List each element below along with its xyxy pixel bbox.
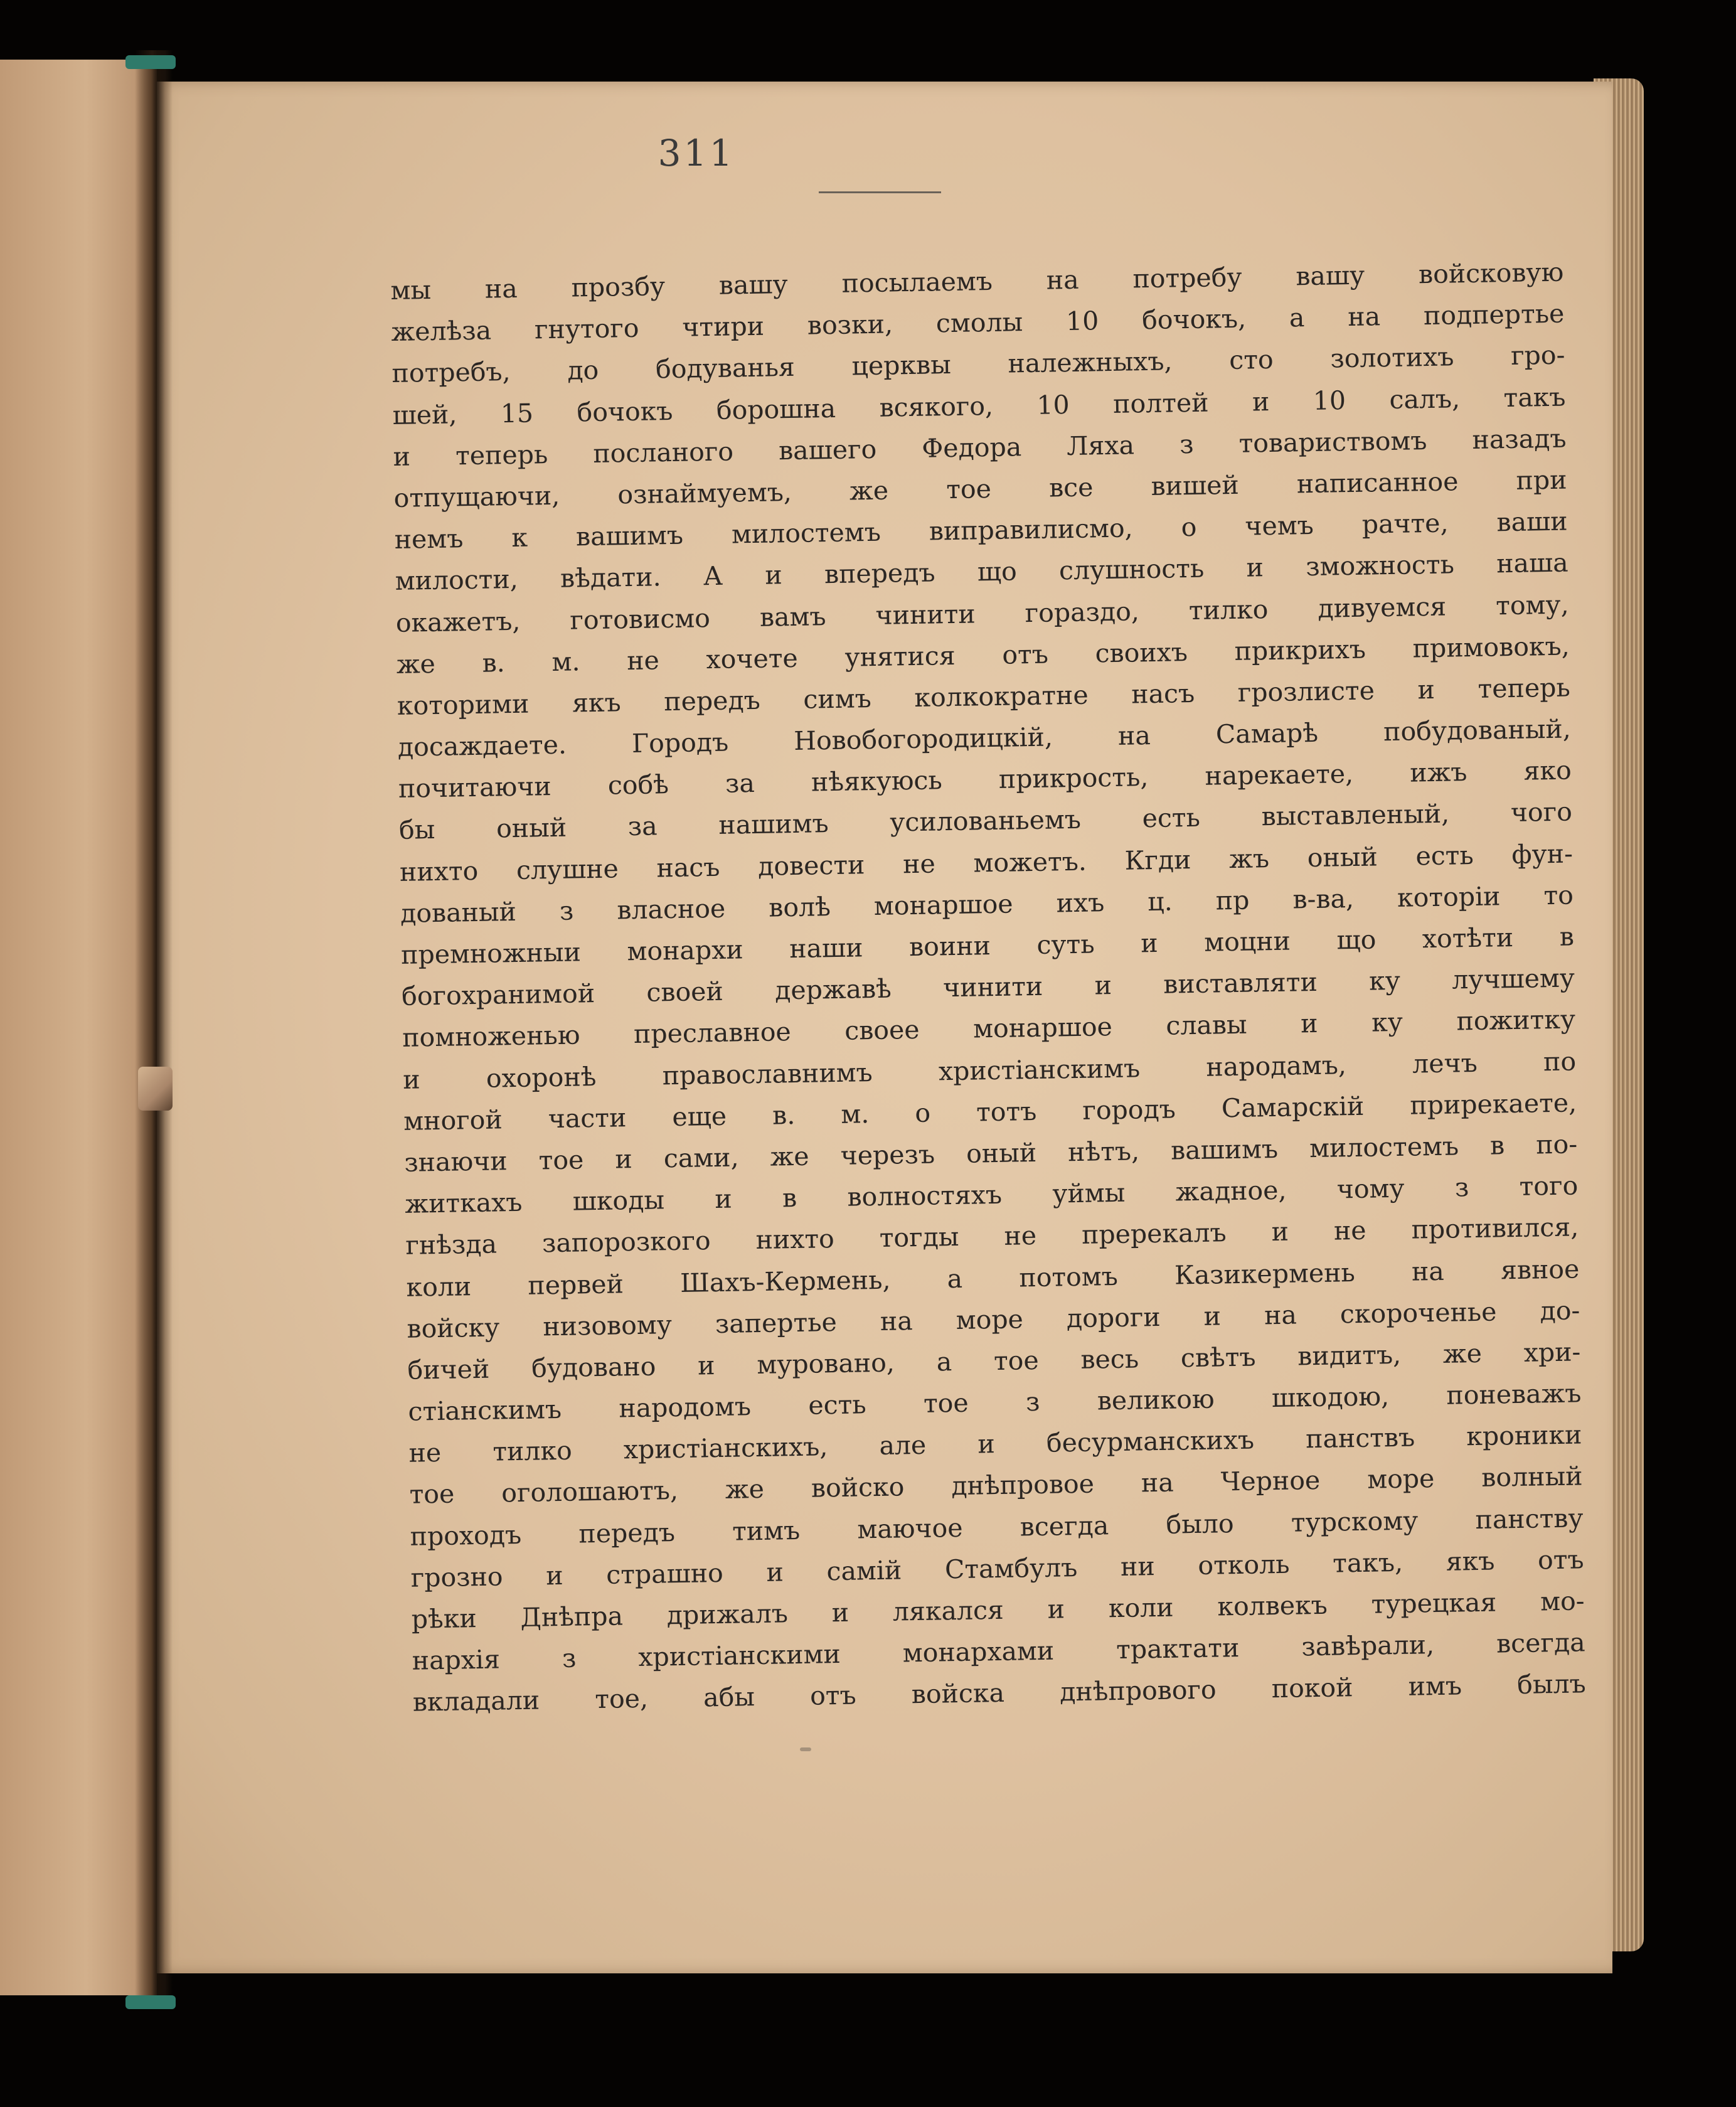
- text-line: отпущаючи, ознаймуемъ, же тое все вишей написанное при: [393, 464, 1567, 513]
- text-line: грозно и страшно и самій Стамбулъ ни отколь такъ, якъ отъ: [410, 1544, 1584, 1593]
- text-line: желѣза гнутого чтири возки, смолы 10 бочокъ, а на подпертье: [391, 298, 1565, 348]
- text-line: гнѣзда запорозкого нихто тогды не пререкалъ и не противился,: [405, 1212, 1579, 1261]
- text-line: проходъ передъ тимъ маючое всегда было турскому панству: [410, 1503, 1584, 1552]
- text-line: немъ к вашимъ милостемъ виправилисмо, о чемъ рачте, ваши: [394, 506, 1568, 555]
- text-line: и охоронѣ православнимъ христіанскимъ народамъ, лечъ по: [402, 1046, 1577, 1095]
- pencil-mark: [800, 1747, 811, 1751]
- text-line: стіанскимъ народомъ есть тое з великою шкодою, поневажъ: [408, 1378, 1582, 1427]
- text-line: мы на прозбу вашу посылаемъ на потребу вашу войсковую: [390, 257, 1564, 306]
- text-line: и теперь посланого вашего Федора Ляха з товариствомъ назадъ: [393, 423, 1567, 472]
- page-text: [390, 252, 1586, 1724]
- text-line: премножныи монархи наши воини суть и моцни що хотѣти в: [400, 921, 1575, 970]
- page-fold: [138, 1067, 173, 1111]
- text-line: бичей будовано и муровано, а тое весь свѣтъ видитъ, же хри-: [407, 1336, 1581, 1385]
- right-page: [157, 82, 1612, 1973]
- binding-thread-top: [125, 55, 176, 69]
- text-line: нархія з христіанскими монархами трактати завѣрали, всегда: [412, 1627, 1585, 1676]
- text-line: шей, 15 бочокъ борошна всякого, 10 полтей и 10 салъ, такъ: [392, 381, 1566, 430]
- text-line: дованый з власное волѣ монаршое ихъ ц. пр в-ва, которіи то: [400, 880, 1574, 929]
- binding-thread-bottom: [125, 1995, 176, 2009]
- text-line: которими якъ передъ симъ колкократне насъ грозлисте и теперь: [397, 672, 1571, 721]
- left-page-edge: [0, 60, 157, 1995]
- page-number: 311: [658, 132, 735, 174]
- text-line: окажетъ, готовисмо вамъ чинити гораздо, тилко дивуемся тому,: [395, 589, 1569, 638]
- text-line: войску низовому запертье на море дороги и на скороченье до-: [407, 1295, 1580, 1344]
- text-line: же в. м. не хочете унятися отъ своихъ прикрихъ примовокъ,: [396, 631, 1570, 680]
- text-line: многой части еще в. м. о тотъ городъ Самарскій прирекаете,: [403, 1087, 1577, 1136]
- page-number-rule: [819, 191, 941, 193]
- text-line: милости, вѣдати. А и впередъ що слушность и зможность наша: [395, 547, 1568, 597]
- book-spine-shadow: [135, 50, 173, 2008]
- text-line: нихто слушне насъ довести не можетъ. Кгди жъ оный есть фун-: [399, 838, 1574, 887]
- text-line: досаждаете. Городъ Новобогородицкій, на Самарѣ побудованый,: [397, 713, 1572, 762]
- text-line: вкладали тое, абы отъ войска днѣпрового покой имъ былъ: [412, 1668, 1587, 1718]
- text-line: коли первей Шахъ-Кермень, а потомъ Казикермень на явное: [406, 1253, 1580, 1303]
- text-line: богохранимой своей державѣ чинити и виставляти ку лучшему: [401, 963, 1575, 1012]
- text-line: не тилко христіанскихъ, але и бесурманскихъ панствъ кроники: [408, 1419, 1582, 1469]
- text-line: рѣки Днѣпра дрижалъ и лякался и коли колвекъ турецкая мо-: [411, 1586, 1585, 1635]
- text-line: знаючи тое и сами, же черезъ оный нѣтъ, вашимъ милостемъ в по-: [403, 1129, 1578, 1178]
- text-line: тое оголошаютъ, же войско днѣпровое на Черное море волный: [409, 1461, 1583, 1510]
- text-line: почитаючи собѣ за нѣякуюсь прикрость, нарекаете, ижъ яко: [398, 755, 1572, 804]
- text-line: житкахъ шкоды и в волностяхъ уймы жадное, чому з того: [405, 1170, 1579, 1219]
- text-line: потребъ, до бодуванья церквы належныхъ, сто золотихъ гро-: [391, 339, 1565, 389]
- text-line: помноженью преславное своее монаршое славы и ку пожитку: [402, 1004, 1576, 1054]
- text-line: бы оный за нашимъ усилованьемъ есть выставленый, чого: [398, 796, 1573, 846]
